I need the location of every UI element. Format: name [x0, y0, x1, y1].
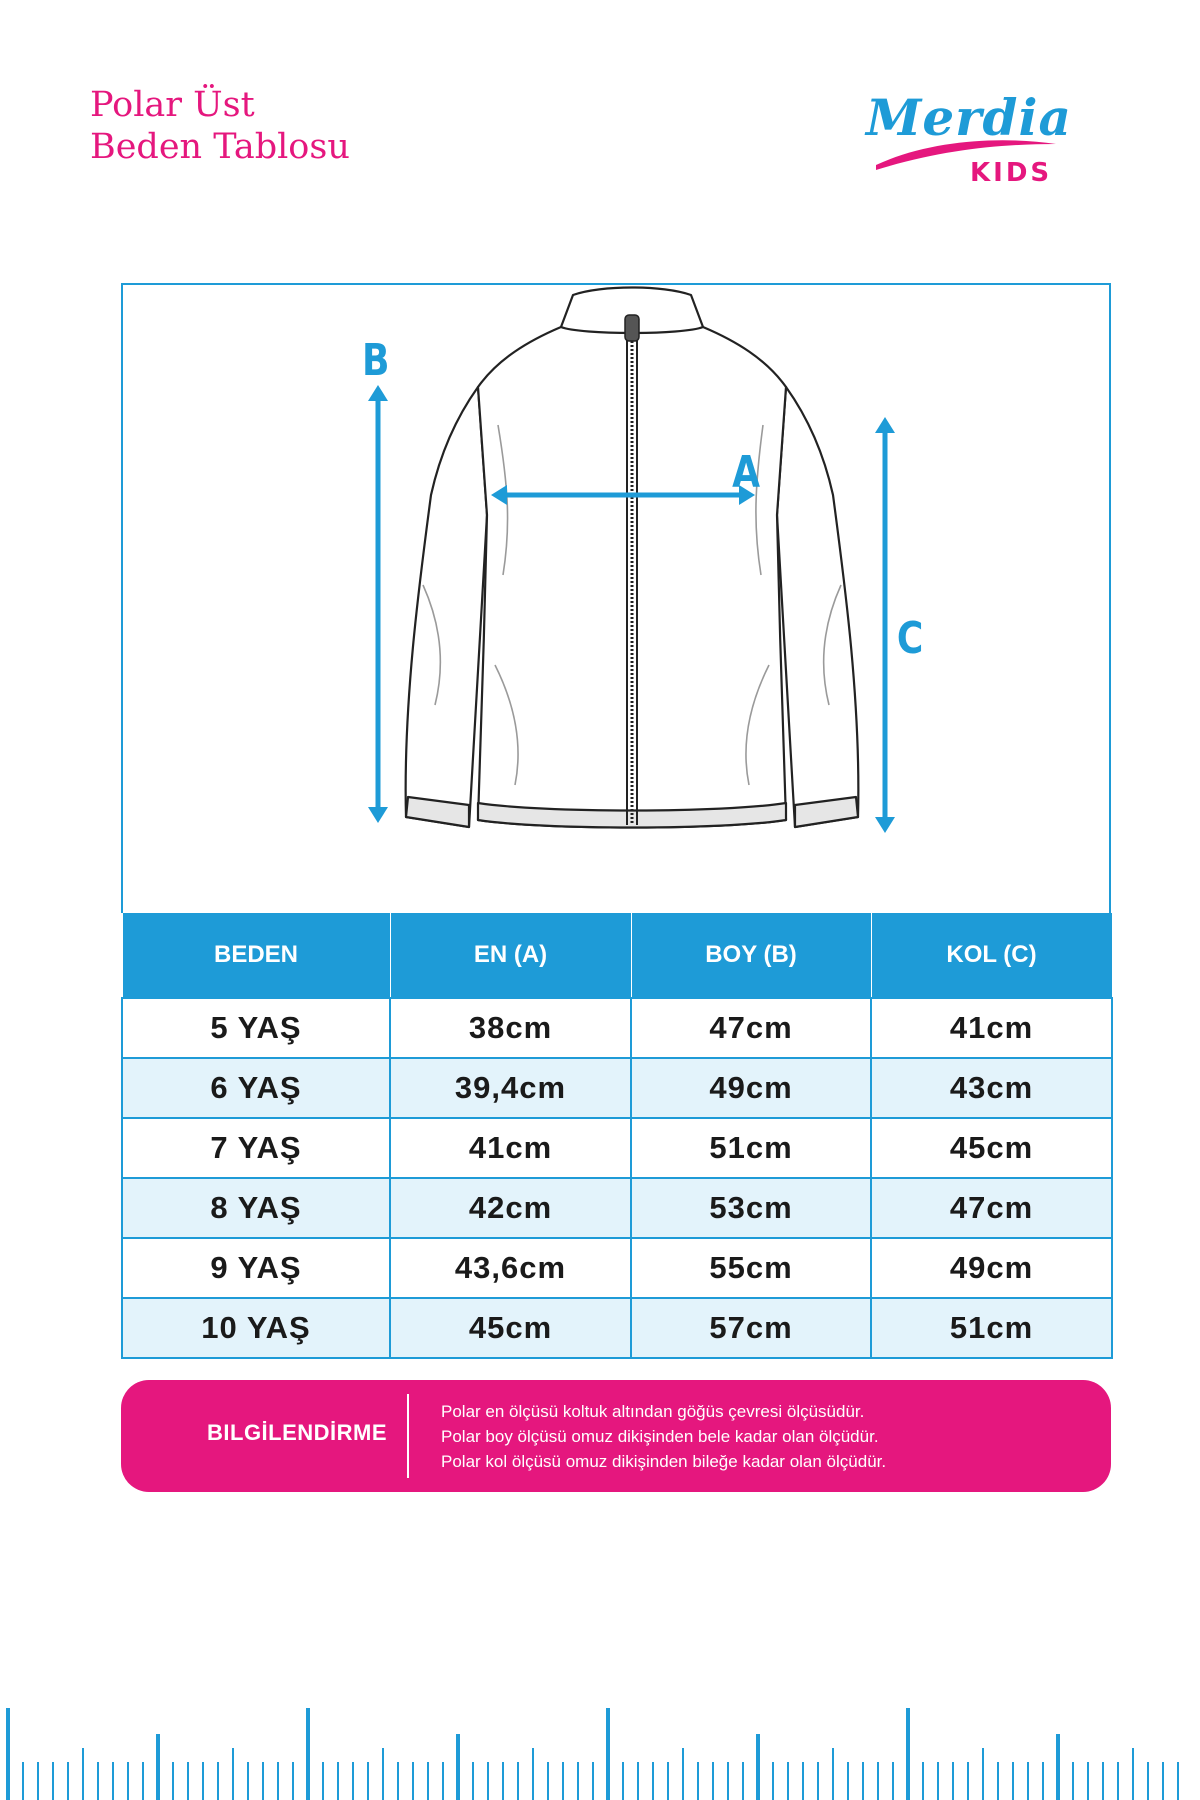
info-label: BILGİLENDİRME: [207, 1420, 388, 1445]
page-title: [90, 84, 350, 168]
size-table: [121, 913, 1113, 1359]
table-row: [122, 1238, 1112, 1298]
table-cell: 49cm: [871, 1238, 1112, 1298]
ruler-ticks-icon: [0, 1700, 1200, 1800]
brand-logo: [860, 88, 1072, 188]
info-line: Polar en ölçüsü koltuk altından göğüs çevresi ölçüsüdür.: [441, 1402, 865, 1421]
table-row: [122, 1178, 1112, 1238]
logo-sub-text: KIDS: [970, 158, 1053, 188]
info-line: Polar kol ölçüsü omuz dikişinden bileğe kadar olan ölçüdür.: [441, 1452, 887, 1471]
info-box: [121, 1380, 1111, 1492]
measure-label-a: A: [732, 447, 760, 498]
table-cell: 47cm: [871, 1178, 1112, 1238]
info-divider: [407, 1394, 409, 1478]
header-cell: BEDEN: [122, 913, 390, 998]
table-cell: 53cm: [631, 1178, 871, 1238]
title-line-1: Polar Üst: [90, 85, 255, 125]
garment-diagram: [121, 283, 1111, 913]
table-cell: 43cm: [871, 1058, 1112, 1118]
table-cell: 6 YAŞ: [122, 1058, 390, 1118]
table-cell: 42cm: [390, 1178, 631, 1238]
info-line: Polar boy ölçüsü omuz dikişinden bele kadar olan ölçüdür.: [441, 1427, 879, 1446]
table-cell: 41cm: [871, 998, 1112, 1058]
table-cell: 10 YAŞ: [122, 1298, 390, 1358]
table-cell: 45cm: [390, 1298, 631, 1358]
logo-brand-text: Merdia: [866, 88, 1072, 147]
table-cell: 9 YAŞ: [122, 1238, 390, 1298]
header-cell: KOL (C): [871, 913, 1112, 998]
header-cell: EN (A): [390, 913, 631, 998]
table-cell: 51cm: [631, 1118, 871, 1178]
table-row: [122, 1298, 1112, 1358]
table-cell: 49cm: [631, 1058, 871, 1118]
measure-label-c: C: [896, 613, 924, 664]
table-cell: 57cm: [631, 1298, 871, 1358]
info-text: [441, 1399, 886, 1474]
table-cell: 47cm: [631, 998, 871, 1058]
table-cell: 38cm: [390, 998, 631, 1058]
title-line-2: Beden Tablosu: [90, 127, 350, 167]
table-cell: 8 YAŞ: [122, 1178, 390, 1238]
header-cell: BOY (B): [631, 913, 871, 998]
table-cell: 7 YAŞ: [122, 1118, 390, 1178]
table-cell: 51cm: [871, 1298, 1112, 1358]
table-cell: 55cm: [631, 1238, 871, 1298]
table-cell: 41cm: [390, 1118, 631, 1178]
table-cell: 39,4cm: [390, 1058, 631, 1118]
table-row: [122, 1118, 1112, 1178]
table-cell: 5 YAŞ: [122, 998, 390, 1058]
size-table-header: [122, 913, 1112, 998]
table-row: [122, 1058, 1112, 1118]
fleece-jacket-icon: [123, 285, 1113, 915]
measure-label-b: B: [362, 335, 390, 386]
table-cell: 43,6cm: [390, 1238, 631, 1298]
table-row: [122, 998, 1112, 1058]
table-cell: 45cm: [871, 1118, 1112, 1178]
